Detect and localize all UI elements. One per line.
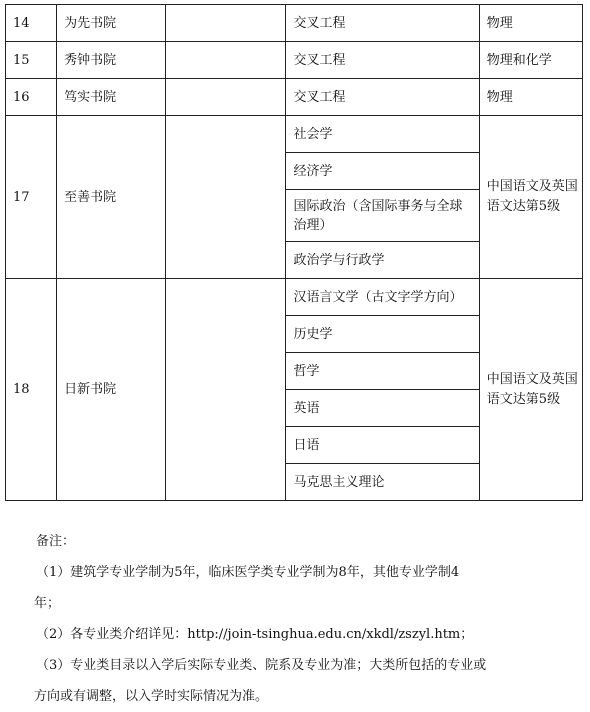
major-name: 日语 <box>286 427 479 464</box>
subject-requirement: 物理 <box>479 79 582 116</box>
major-name: 英语 <box>286 390 479 427</box>
notes-title: 备注： <box>36 534 76 549</box>
major-name: 国际政治（含国际事务与全球治理） <box>286 190 479 242</box>
table-row <box>6 42 583 79</box>
majors-table-container <box>5 4 583 501</box>
major-name: 交叉工程 <box>286 5 479 42</box>
college-name: 秀钟书院 <box>57 42 166 79</box>
college-name: 笃实书院 <box>57 79 166 116</box>
empty-cell <box>166 279 286 501</box>
major-name: 交叉工程 <box>286 42 479 79</box>
empty-cell <box>166 42 286 79</box>
row-id: 15 <box>6 42 57 79</box>
major-name: 经济学 <box>286 153 479 190</box>
college-name: 日新书院 <box>57 279 166 501</box>
note-3: （3）专业类目录以入学后实际专业类、院系及专业为准；大类所包括的专业或 <box>36 658 487 673</box>
table-row <box>6 5 583 42</box>
note-1-continuation: 年； <box>34 596 61 611</box>
major-name: 哲学 <box>286 353 479 390</box>
college-name: 为先书院 <box>57 5 166 42</box>
table-row <box>6 79 583 116</box>
empty-cell <box>166 5 286 42</box>
major-name: 历史学 <box>286 316 479 353</box>
note-2: （2）各专业类介绍详见：http://join-tsinghua.edu.cn/xkdl/zszyl.htm； <box>36 627 474 642</box>
row-id: 16 <box>6 79 57 116</box>
major-name: 汉语言文学（古文字学方向） <box>286 279 479 316</box>
note-1: （1）建筑学专业学制为5年，临床医学类专业学制为8年，其他专业学制4 <box>36 565 460 580</box>
table-row <box>6 116 583 153</box>
table-row <box>6 279 583 316</box>
note-3-continuation: 方向或有调整，以入学时实际情况为准。 <box>34 689 269 704</box>
subject-requirement: 中国语文及英国语文达第5级 <box>479 279 582 501</box>
notes-section <box>36 526 556 712</box>
row-id: 14 <box>6 5 57 42</box>
college-name: 至善书院 <box>57 116 166 279</box>
major-name: 政治学与行政学 <box>286 242 479 279</box>
row-id: 18 <box>6 279 57 501</box>
empty-cell <box>166 116 286 279</box>
major-name: 交叉工程 <box>286 79 479 116</box>
row-id: 17 <box>6 116 57 279</box>
majors-table <box>5 4 583 501</box>
subject-requirement: 中国语文及英国语文达第5级 <box>479 116 582 279</box>
major-name: 马克思主义理论 <box>286 464 479 501</box>
major-name: 社会学 <box>286 116 479 153</box>
empty-cell <box>166 79 286 116</box>
subject-requirement: 物理 <box>479 5 582 42</box>
subject-requirement: 物理和化学 <box>479 42 582 79</box>
